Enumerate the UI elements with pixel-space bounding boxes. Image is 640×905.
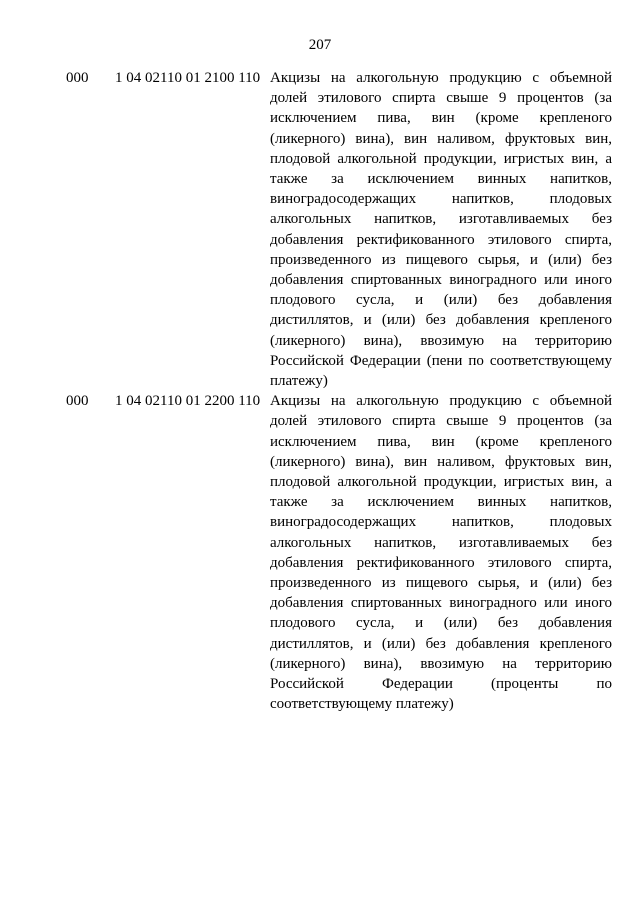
description-line: (ликерного) вина), ввозимую на территорию [270,655,612,672]
description-line: долей этилового спирта свыше 9 процентов (за [270,413,612,430]
table-row [0,391,640,714]
description-line: плодовой алкогольной продукции, игристых вин, а [270,474,612,491]
description-line: дистиллятов, и (или) без добавления крепленого [270,312,612,329]
description-line: также за исключением винных напитков, [270,171,612,188]
admin-code: 000 [66,70,89,86]
description-line: произведенного из пищевого сырья, и (или) без [270,251,612,268]
kbk-code: 1 04 02110 01 2200 110 [115,393,261,410]
description-line: Российской Федерации (пени по соответствующему [270,352,612,369]
description-line: (ликерного) вина), вин наливом, фруктовых вин, [270,453,612,470]
description-line: исключением пива, вин (кроме крепленого [270,433,612,450]
description-line: (ликерного) вина), ввозимую на территорию [270,332,612,349]
description-line: плодового сусла, и (или) без добавления [270,292,612,309]
description-line: виноградосодержащих напитков, плодовых [270,191,612,208]
description-line: добавления спиртованных виноградного или иного [270,272,612,289]
description-line: виноградосодержащих напитков, плодовых [270,514,612,531]
description-line: платежу) [270,373,328,390]
description-line: алкогольных напитков, изготавливаемых без [270,534,612,551]
page-number: 207 [308,37,332,53]
kbk-table [0,68,640,715]
kbk-code: 1 04 02110 01 2100 110 [115,70,261,86]
description-line: добавления ректификованного этилового спирта, [270,231,612,248]
row-description [270,391,612,714]
row-description [270,68,612,391]
description-line: также за исключением винных напитков, [270,494,612,511]
description-line: произведенного из пищевого сырья, и (или) без [270,575,612,592]
description-line: плодовой алкогольной продукции, игристых вин, а [270,150,612,167]
description-line: добавления спиртованных виноградного или иного [270,595,612,612]
description-line: дистиллятов, и (или) без добавления крепленого [270,635,612,652]
description-line: Акцизы на алкогольную продукцию с объемной [270,393,612,410]
admin-code: 000 [66,393,89,410]
description-line: плодового сусла, и (или) без добавления [270,615,612,632]
table-row [0,68,640,391]
description-line: добавления ректификованного этилового спирта, [270,554,612,571]
description-line: алкогольных напитков, изготавливаемых без [270,211,612,228]
description-line: исключением пива, вин (кроме крепленого [270,110,612,127]
description-line: долей этилового спирта свыше 9 процентов (за [270,90,612,107]
description-line: соответствующему платежу) [270,696,454,713]
description-line: Российской Федерации (проценты по [270,676,612,693]
description-line: (ликерного) вина), вин наливом, фруктовых вин, [270,130,612,147]
description-line: Акцизы на алкогольную продукцию с объемной [270,70,612,86]
